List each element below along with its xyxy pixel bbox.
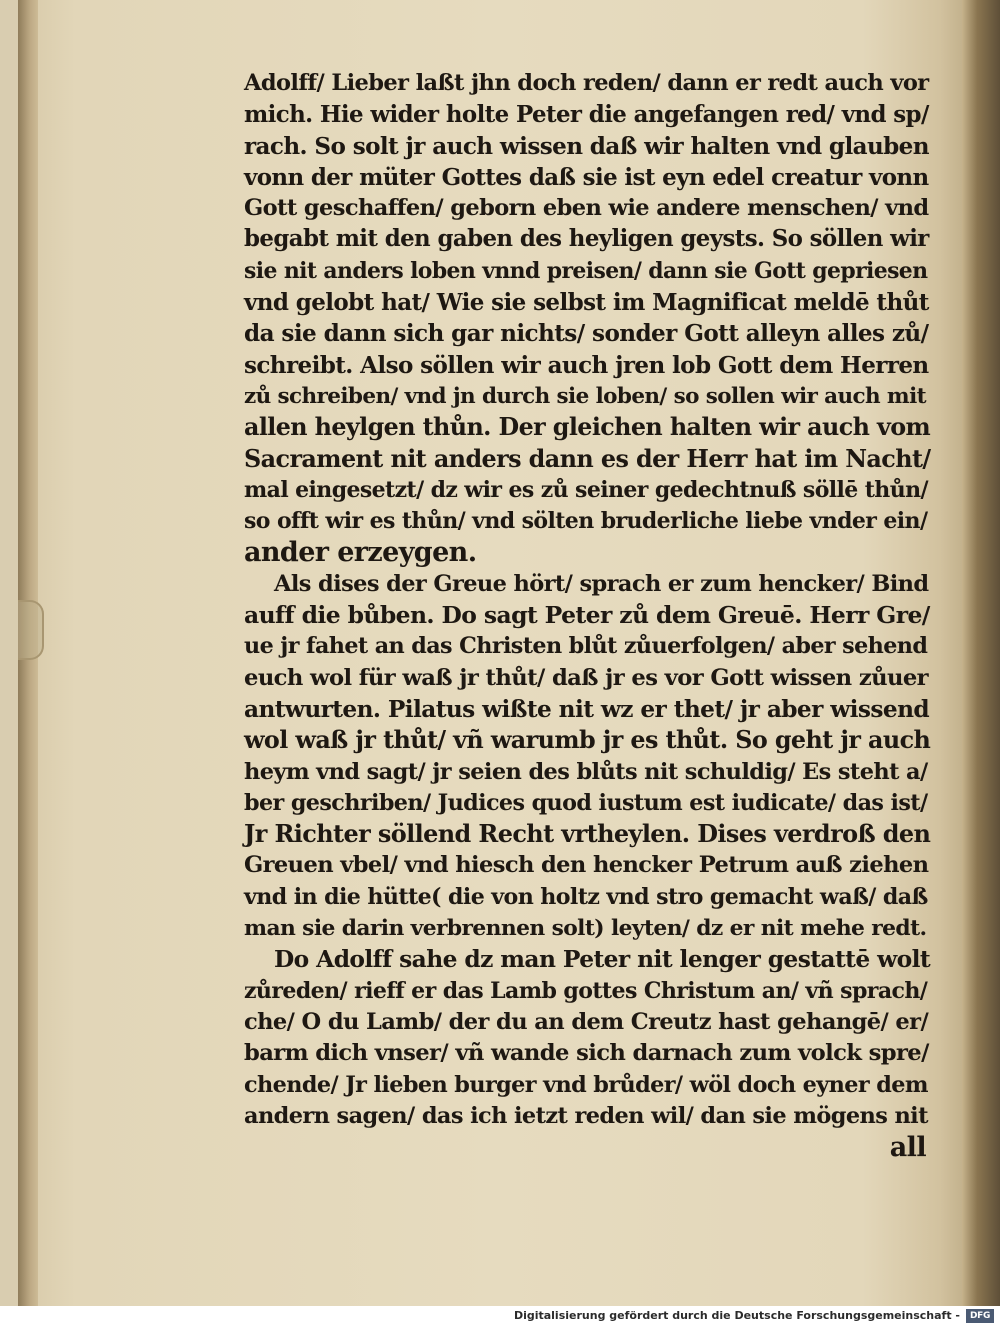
text-line: Sacrament nit anders dann es der Herr hat im Nacht/ xyxy=(244,444,931,473)
text-line: mich. Hie wider holte Peter die angefangen red/ vnd sp/ xyxy=(244,101,929,129)
text-line: ber geschriben/ Judices quod iustum est iudicate/ das ist/ xyxy=(244,789,928,816)
text-line: barm dich vnser/ vñ wande sich darnach zum volck spre/ xyxy=(244,1040,929,1067)
text-line: sie nit anders loben vnnd preisen/ dann sie Gott gepriesen xyxy=(244,257,928,284)
body-text xyxy=(244,68,934,1163)
text-line: schreibt. Also söllen wir auch jren lob Gott dem Herren xyxy=(244,351,929,379)
text-line: begabt mit den gaben des heyligen geysts. So söllen wir xyxy=(244,226,929,253)
funding-credit: Digitalisierung gefördert durch die Deutsche Forschungsgemeinschaft - xyxy=(513,1309,960,1322)
text-line: chende/ Jr lieben burger vnd brůder/ wöl doch eyner dem xyxy=(244,1071,928,1098)
text-line: Do Adolff sahe dz man Peter nit lenger gestattē wolt xyxy=(274,945,931,974)
text-line: auff die bůben. Do sagt Peter zů dem Greuē. Herr Gre/ xyxy=(244,601,930,630)
catchword: all xyxy=(889,1132,926,1164)
text-line: ander erzeygen. xyxy=(244,537,477,569)
text-line: so offt wir es thůn/ vnd sölten bruderliche liebe vnder ein/ xyxy=(244,508,928,535)
text-line: man sie darin verbrennen solt) leyten/ dz er nit mehe redt. xyxy=(244,916,927,942)
text-line: Greuen vbel/ vnd hiesch den hencker Petrum auß ziehen xyxy=(244,852,929,879)
text-line: rach. So solt jr auch wissen daß wir halten vnd glauben xyxy=(244,132,929,160)
text-line: vnd gelobt hat/ Wie sie selbst im Magnificat meldē thůt xyxy=(244,289,929,317)
text-line: euch wol für waß jr thůt/ daß jr es vor Gott wissen zůuer xyxy=(244,664,928,691)
text-line: Als dises der Greue hört/ sprach er zum hencker/ Bind xyxy=(274,570,929,597)
book-clasp xyxy=(18,600,44,660)
dfg-logo: DFG xyxy=(966,1309,994,1323)
text-line: vonn der müter Gottes daß sie ist eyn edel creatur vonn xyxy=(244,163,929,191)
text-line: Adolff/ Lieber laßt jhn doch reden/ dann er redt auch vor xyxy=(244,70,929,96)
text-line: da sie dann sich gar nichts/ sonder Gott alleyn alles zů/ xyxy=(244,320,929,348)
text-line: Jr Richter söllend Recht vrtheylen. Dises verdroß den xyxy=(244,820,931,849)
text-line: wol waß jr thůt/ vñ warumb jr es thůt. So geht jr auch xyxy=(244,726,931,755)
text-line: zů schreiben/ vnd jn durch sie loben/ so sollen wir auch mit xyxy=(244,383,926,409)
text-line: andern sagen/ das ich ietzt reden wil/ dan sie mögens nit xyxy=(244,1102,928,1129)
text-line: vnd in die hütte( die von holtz vnd stro gemacht waß/ daß xyxy=(244,883,928,910)
text-line: che/ O du Lamb/ der du an dem Creutz hast gehangē/ er/ xyxy=(244,1008,929,1035)
text-line: antwurten. Pilatus wißte nit wz er thet/ jr aber wissend xyxy=(244,695,930,723)
paper-sheet xyxy=(18,0,978,1306)
text-line: mal eingesetzt/ dz wir es zů seiner gedechtnuß söllē thůn/ xyxy=(244,476,928,503)
text-line: Gott geschaffen/ geborn eben wie andere menschen/ vnd xyxy=(244,195,929,222)
book-gutter xyxy=(962,0,1000,1306)
text-line: allen heylgen thůn. Der gleichen halten wir auch vom xyxy=(244,413,931,442)
footer-bar xyxy=(0,1306,1000,1327)
text-line: zůreden/ rieff er das Lamb gottes Christum an/ vñ sprach/ xyxy=(244,977,928,1004)
text-line: ue jr fahet an das Christen blůt zůuerfolgen/ aber sehend xyxy=(244,633,928,660)
text-line: heym vnd sagt/ jr seien des blůts nit schuldig/ Es steht a/ xyxy=(244,758,928,785)
